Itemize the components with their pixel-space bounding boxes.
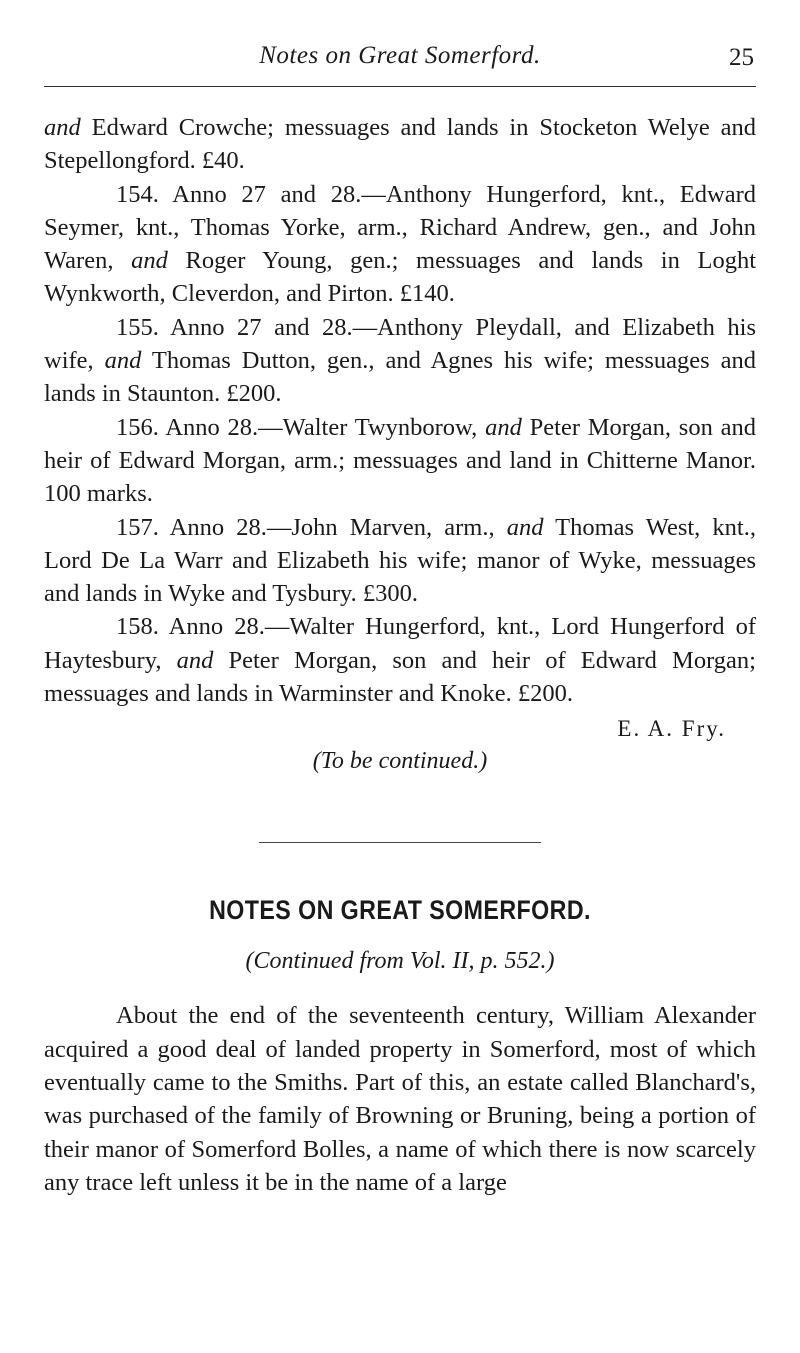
running-title: Notes on Great Somerford.	[259, 42, 541, 69]
running-header	[44, 0, 756, 88]
entry-italic: and	[131, 247, 168, 275]
header-rule	[44, 86, 756, 87]
page	[44, 0, 756, 1199]
entry-text: 156. Anno 28.—Walter Twynborow,	[116, 413, 486, 441]
to-be-continued: (To be continued.)	[312, 748, 488, 775]
entry-italic: and	[485, 413, 522, 441]
entry-text: 157. Anno 28.—John Marven, arm.,	[116, 513, 507, 541]
author-signature: E. A. Fry.	[617, 716, 726, 742]
entry-text: 155. Anno 27 and 28.—Anthony Pleydall, and Elizabeth his wife,	[44, 313, 756, 375]
entry-italic: and	[44, 114, 81, 141]
article-title: NOTES ON GREAT SOMERFORD.	[209, 895, 591, 926]
article-body: About the end of the seventeenth century, William Alexander acquired a good deal of landed property in Somerford, most of which eventually came to the Smiths. Part of this, an estate called Blanchard's, was purchased of the family of Browning or Bruning, being a portion of their manor of Somerford Bolles, a name of which there is now scarcely any trace left unless it be in the name of a large	[44, 1002, 756, 1196]
continued-from: (Continued from Vol. II, p. 552.)	[245, 948, 555, 975]
entry-text: Roger Young, gen.; messuages and lands in Loght Wynkworth, Cleverdon, and Pirton. £140.	[44, 247, 757, 308]
entry-text: Thomas Dutton, gen., and Agnes his wife; messuages and lands in Staunton. £200.	[44, 347, 756, 408]
entry-text: 158. Anno 28.—Walter Hungerford, knt., Lord Hungerford of Haytesbury,	[44, 613, 756, 674]
entry-157	[44, 511, 756, 611]
entry-text: Edward Crowche; messuages and lands in Stocketon Welye and Stepellongford. £40.	[44, 114, 756, 175]
entry-italic: and	[176, 646, 214, 674]
entry-text: 154. Anno 27 and 28.—Anthony Hungerford, knt., Edward Seymer, knt., Thomas Yorke, arm., Richard Andrew, gen., and John Waren,	[44, 180, 756, 275]
section-divider	[259, 842, 541, 843]
entry-158	[44, 610, 756, 710]
page-number: 25	[729, 44, 754, 71]
entry-italic: and	[104, 347, 142, 375]
entry-continuation	[44, 111, 756, 178]
entry-155	[44, 311, 756, 411]
fines-list	[44, 111, 756, 710]
entry-text: Peter Morgan, son and heir of Edward Morgan; messuages and lands in Warminster and Knoke. £200.	[44, 646, 756, 708]
entry-156	[44, 411, 756, 511]
entry-text: Thomas West, knt., Lord De La Warr and Elizabeth his wife; manor of Wyke, messuages and lands in Wyke and Tysbury. £300.	[44, 513, 756, 608]
entry-154	[44, 178, 756, 311]
entry-italic: and	[506, 513, 544, 541]
entry-text: Peter Morgan, son and heir of Edward Morgan, arm.; messuages and land in Chitterne Manor. 100 marks.	[44, 413, 757, 508]
